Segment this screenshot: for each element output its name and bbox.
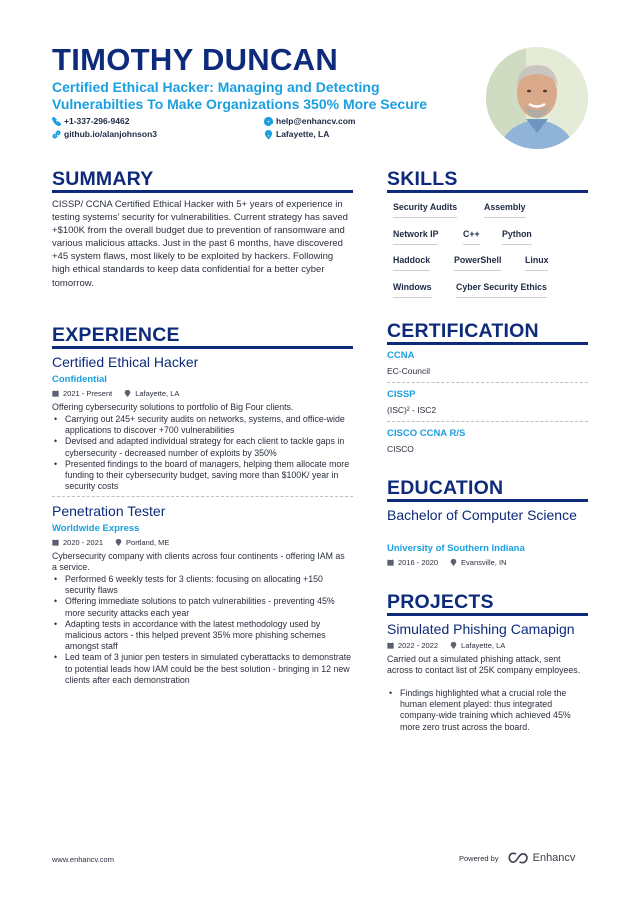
skill-tag: Python [502, 229, 532, 245]
skill-tag: Security Audits [393, 202, 457, 218]
at-icon [264, 117, 273, 126]
contact-link[interactable] [52, 129, 157, 139]
calendar-icon [387, 642, 394, 649]
education-meta [387, 558, 506, 567]
link-text: github.io/alanjohnson3 [64, 129, 158, 139]
profile-photo [486, 47, 588, 149]
list-item: • Findings highlighted what a crucial role the human element played: thus integrated company-wide training which achieved 45% more zero trust across the board. [387, 688, 592, 733]
skill-tag: Windows [393, 282, 432, 298]
job-company: Worldwide Express [52, 523, 140, 534]
education-location: Evansville, IN [461, 558, 507, 567]
project-meta [387, 641, 505, 650]
candidate-name: TIMOTHY DUNCAN [52, 42, 339, 77]
list-item: • Presented findings to the board of managers, helping them allocate more funding to their cybersecurity budget, saving more than $100K/ year in security costs [52, 459, 352, 493]
phone-icon [52, 117, 61, 126]
job-location: Lafayette, LA [135, 389, 180, 398]
calendar-icon [52, 390, 59, 397]
summary-text: CISSP/ CCNA Certified Ethical Hacker with 5+ years of experience in testing systems' security for vulnerabilities. Current strategy has saved +$100K from the overall budget due to prevention of ransomware and various malicious attacks. Just in the past 6 months, have discovered +45 system flaws, most likely to be exploited by hackers. Following high ethical standards to keep data confidential for a better cyber tomorrow. [52, 199, 348, 289]
job-meta [52, 538, 169, 547]
job-separator [52, 496, 353, 497]
location-pin-icon [124, 390, 131, 397]
email-text: help@enhancv.com [276, 116, 356, 126]
link-icon [52, 130, 61, 139]
skills-heading: SKILLS [387, 168, 458, 190]
contact-location [264, 129, 329, 139]
job-dates: 2021 - Present [63, 389, 113, 398]
cert-issuer: CISCO [387, 444, 414, 454]
cert-separator [387, 421, 588, 422]
education-heading: EDUCATION [387, 477, 504, 499]
job-description: Offering cybersecurity solutions to portfolio of Big Four clients. [52, 402, 294, 412]
list-item: • Carrying out 245+ security audits on networks, systems, and office-wide applications to discover +700 vulnerabilities [52, 414, 352, 436]
certification-heading: CERTIFICATION [387, 320, 539, 342]
contact-phone[interactable] [52, 116, 129, 126]
list-item: • Devised and adapted individual strategy for each client to tackle gaps in cybersecurity - decreased number of exploits by 350% [52, 436, 352, 458]
project-description: Carried out a simulated phishing attack, sent across to contact list of 25K company employees. [387, 654, 581, 676]
projects-heading: PROJECTS [387, 591, 494, 613]
candidate-headline: Certified Ethical Hacker: Managing and Detecting Vulnerabilties To Make Organizations 350% More Secure [52, 79, 428, 112]
footer-powered-by[interactable] [459, 851, 575, 865]
location-pin-icon [450, 642, 457, 649]
education-divider [387, 499, 588, 502]
list-item: • Adapting tests in accordance with the latest methodology used by malicious actors - this helped prevent 35% more phishing schemes amongst staff [52, 619, 352, 653]
location-pin-icon [264, 130, 273, 139]
location-pin-icon [450, 559, 457, 566]
project-location: Lafayette, LA [461, 641, 506, 650]
project-dates: 2022 - 2022 [398, 641, 439, 650]
education-dates: 2016 - 2020 [398, 558, 439, 567]
job-description: Cybersecurity company with clients across four continents - offering IAM as a service. [52, 551, 345, 573]
skills-divider [387, 190, 588, 193]
skill-tag: PowerShell [454, 255, 501, 271]
summary-heading: SUMMARY [52, 168, 154, 190]
job-meta [52, 389, 179, 398]
skill-tag: Haddock [393, 255, 430, 271]
powered-by-label: Powered by [459, 853, 499, 863]
cert-issuer: (ISC)² - ISC2 [387, 405, 437, 415]
certification-divider [387, 342, 588, 345]
location-text: Lafayette, LA [276, 129, 330, 139]
skill-tag: Assembly [484, 202, 526, 218]
cert-name: CISCO CCNA R/S [387, 428, 466, 439]
experience-divider [52, 346, 353, 349]
job-dates: 2020 - 2021 [63, 538, 104, 547]
job-company: Confidential [52, 374, 107, 385]
list-item: • Performed 6 weekly tests for 3 clients: focusing on allocating +150 security flaws [52, 574, 352, 596]
job-bullets [52, 574, 352, 686]
summary-divider [52, 190, 353, 193]
project-bullets [387, 688, 592, 733]
cert-name: CCNA [387, 350, 415, 361]
skill-tag: C++ [463, 229, 480, 245]
skill-tag: Linux [525, 255, 548, 271]
footer-website[interactable]: www.enhancv.com [52, 855, 114, 864]
education-school: University of Southern Indiana [387, 543, 525, 554]
job-title: Penetration Tester [52, 503, 166, 519]
cert-separator [387, 382, 588, 383]
brand-name: Enhancv [532, 852, 576, 864]
skill-tag: Network IP [393, 229, 438, 245]
cert-name: CISSP [387, 389, 416, 400]
location-pin-icon [115, 539, 122, 546]
skill-tag: Cyber Security Ethics [456, 282, 547, 298]
enhancv-logo-icon [507, 851, 529, 865]
list-item: • Led team of 3 junior pen testers in simulated cyberattacks to demonstrate to potential leads how IAM could be the best solution - bringing in 12 new clients after each demonstration [52, 652, 352, 686]
calendar-icon [52, 539, 59, 546]
job-location: Portland, ME [126, 538, 170, 547]
projects-divider [387, 613, 588, 616]
education-degree: Bachelor of Computer Science [387, 507, 577, 523]
phone-text: +1-337-296-9462 [64, 116, 130, 126]
project-name: Simulated Phishing Camapign [387, 621, 575, 637]
contact-email[interactable] [264, 116, 355, 126]
job-title: Certified Ethical Hacker [52, 354, 199, 370]
job-bullets [52, 414, 352, 492]
list-item: • Offering immediate solutions to patch vulnerabilities - preventing 45% more security attacks each year [52, 596, 352, 618]
cert-issuer: EC-Council [387, 366, 430, 376]
calendar-icon [387, 559, 394, 566]
experience-heading: EXPERIENCE [52, 324, 180, 346]
